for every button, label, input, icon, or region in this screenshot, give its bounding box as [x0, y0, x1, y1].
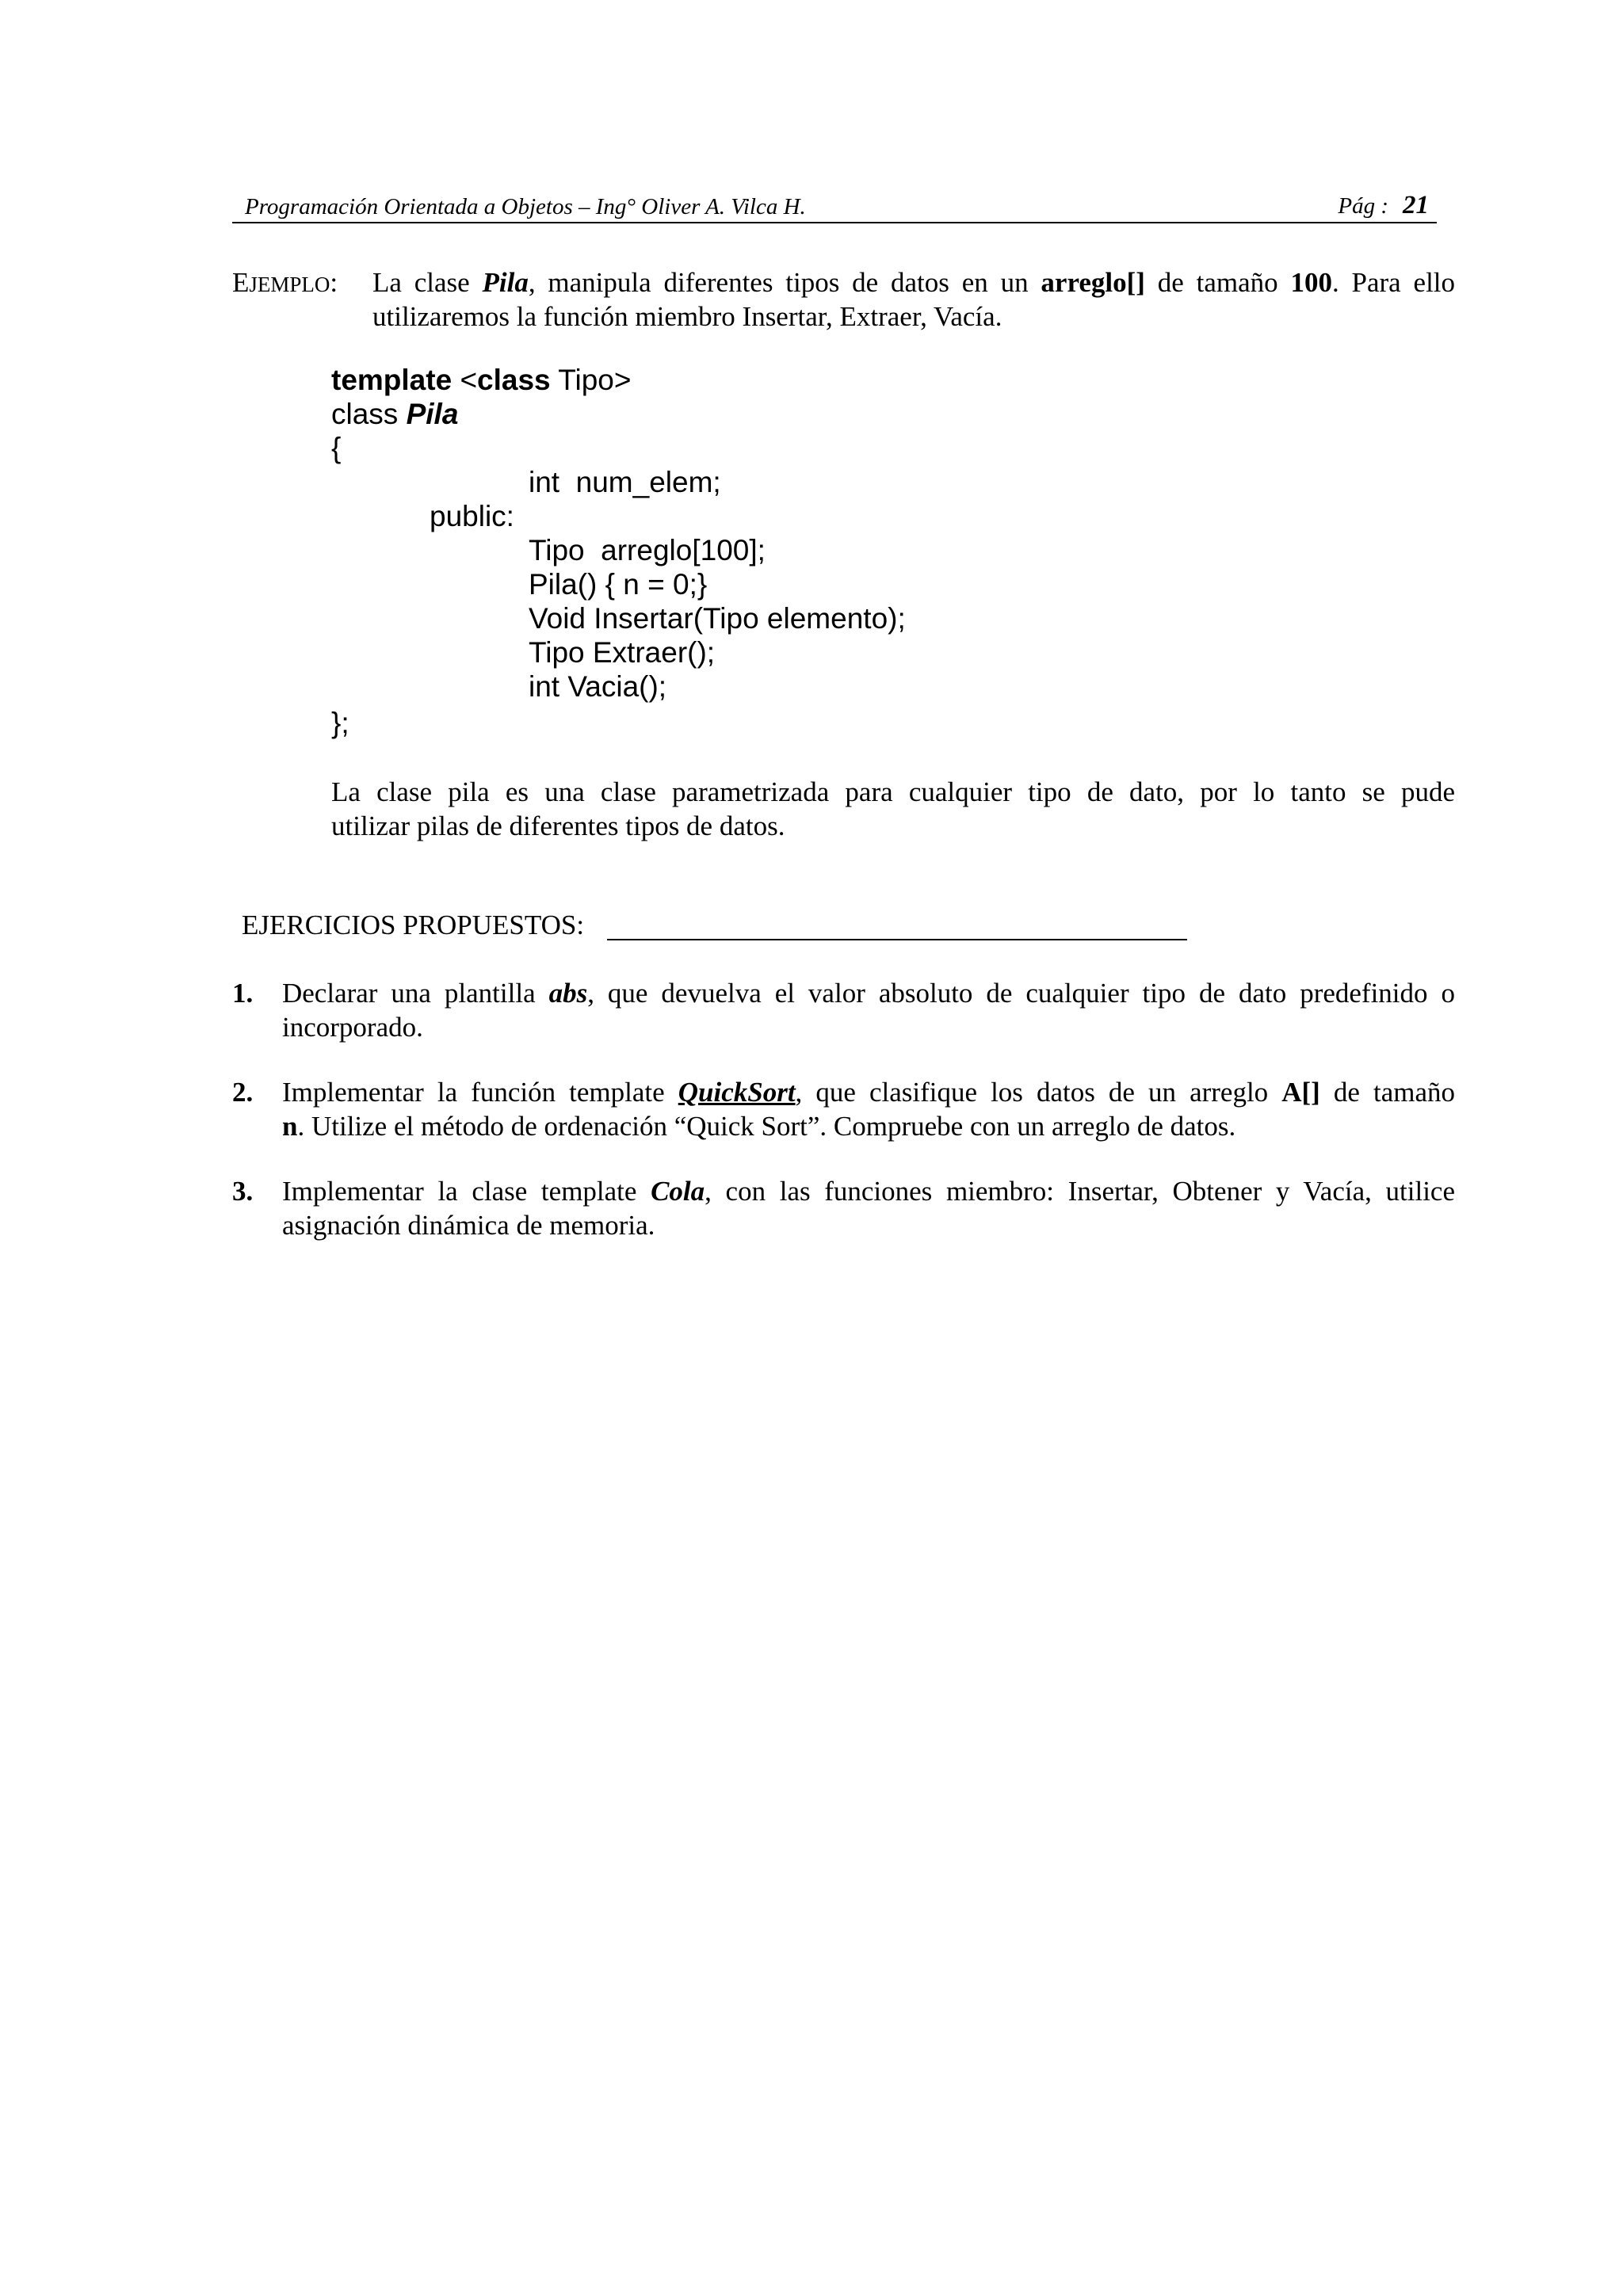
code-template-line	[331, 363, 631, 397]
exercise-number: 3.	[232, 1176, 254, 1207]
example-text-part: . Para ello	[1331, 267, 1456, 298]
exercises-heading: EJERCICIOS PROPUESTOS:	[242, 910, 585, 940]
header-page	[1338, 191, 1429, 220]
exercise-line	[282, 1174, 1455, 1208]
exercise-line: asignación dinámica de memoria.	[282, 1210, 655, 1241]
code-vacia: int Vacia();	[529, 670, 667, 703]
example-label	[232, 265, 338, 302]
exercise-item-3	[282, 1174, 1455, 1242]
code-class-name: Pila	[406, 398, 459, 430]
paragraph-line: utilizar pilas de diferentes tipos de datos.	[331, 810, 785, 841]
header-page-number: 21	[1403, 191, 1429, 219]
example-array-size: 100	[1290, 267, 1332, 298]
exercise-line	[282, 976, 1455, 1010]
example-text-line2: utilizaremos la función miembro Insertar, Extraer, Vacía.	[372, 301, 1002, 332]
code-arreglo: Tipo arreglo[100];	[529, 534, 766, 566]
example-array-name: arreglo[]	[1041, 267, 1145, 298]
code-constructor: Pila() { n = 0;}	[529, 568, 708, 601]
exercise-text: , que devuelva el valor absoluto de cualquier tipo de dato predefinido o	[587, 978, 1455, 1009]
exercise-text: . Utilize el método de ordenación “Quick Sort”. Compruebe con un arreglo de datos.	[297, 1111, 1236, 1142]
example-text-part: , manipula diferentes tipos de datos en un	[528, 267, 1029, 298]
exercise-array-name: A[]	[1281, 1077, 1320, 1108]
example-label-cap: E	[232, 267, 250, 298]
example-class-name: Pila	[482, 267, 529, 298]
code-class-line	[331, 397, 458, 431]
exercise-text: Implementar la clase template	[282, 1176, 637, 1207]
example-text-line1	[372, 265, 1455, 299]
exercise-variable: n	[282, 1111, 298, 1142]
exercise-text: Declarar una plantilla	[282, 978, 536, 1009]
code-token: <	[460, 364, 478, 396]
exercises-heading-underline	[607, 939, 1187, 940]
code-num-elem: int num_elem;	[529, 466, 721, 498]
exercise-text: de tamaño	[1333, 1077, 1456, 1108]
exercise-number: 1.	[232, 978, 254, 1009]
code-insertar: Void Insertar(Tipo elemento);	[529, 602, 906, 635]
exercise-number: 2.	[232, 1077, 254, 1108]
exercise-item-1	[282, 976, 1455, 1044]
exercise-line	[282, 1075, 1455, 1109]
example-text-part: de tamaño	[1157, 267, 1278, 298]
code-token: class	[331, 398, 407, 430]
exercise-line	[282, 1109, 1455, 1143]
code-extraer: Tipo Extraer();	[529, 636, 716, 669]
example-label-rest: JEMPLO	[249, 273, 330, 296]
code-keyword: template	[331, 364, 453, 396]
exercise-text: , con las funciones miembro: Insertar, Obtener y Vacía, utilice	[705, 1176, 1455, 1207]
description-paragraph	[331, 775, 1455, 843]
code-keyword: class	[477, 364, 551, 396]
paragraph-line: La clase pila es una clase parametrizada para cualquier tipo de dato, por lo tanto se pude	[331, 776, 1455, 807]
page-header	[232, 187, 1437, 223]
exercise-text: , que clasifique los datos de un arreglo	[795, 1077, 1269, 1108]
exercise-line: incorporado.	[282, 1012, 423, 1043]
exercise-item-2	[282, 1075, 1455, 1143]
code-token: Tipo>	[550, 364, 632, 396]
example-label-colon: :	[330, 267, 338, 298]
header-page-label: Pág :	[1338, 193, 1388, 219]
exercise-text: Implementar la función template	[282, 1077, 665, 1108]
code-close-brace: };	[331, 707, 349, 739]
exercise-emphasis: QuickSort	[678, 1077, 796, 1108]
exercise-emphasis: abs	[548, 978, 588, 1009]
code-public-label: public:	[430, 500, 514, 532]
example-text-part: La clase	[372, 267, 470, 298]
exercise-emphasis: Cola	[651, 1176, 705, 1207]
code-open-brace: {	[331, 432, 342, 464]
header-title: Programación Orientada a Objetos – Ing° Oliver A. Vilca H.	[245, 194, 806, 219]
